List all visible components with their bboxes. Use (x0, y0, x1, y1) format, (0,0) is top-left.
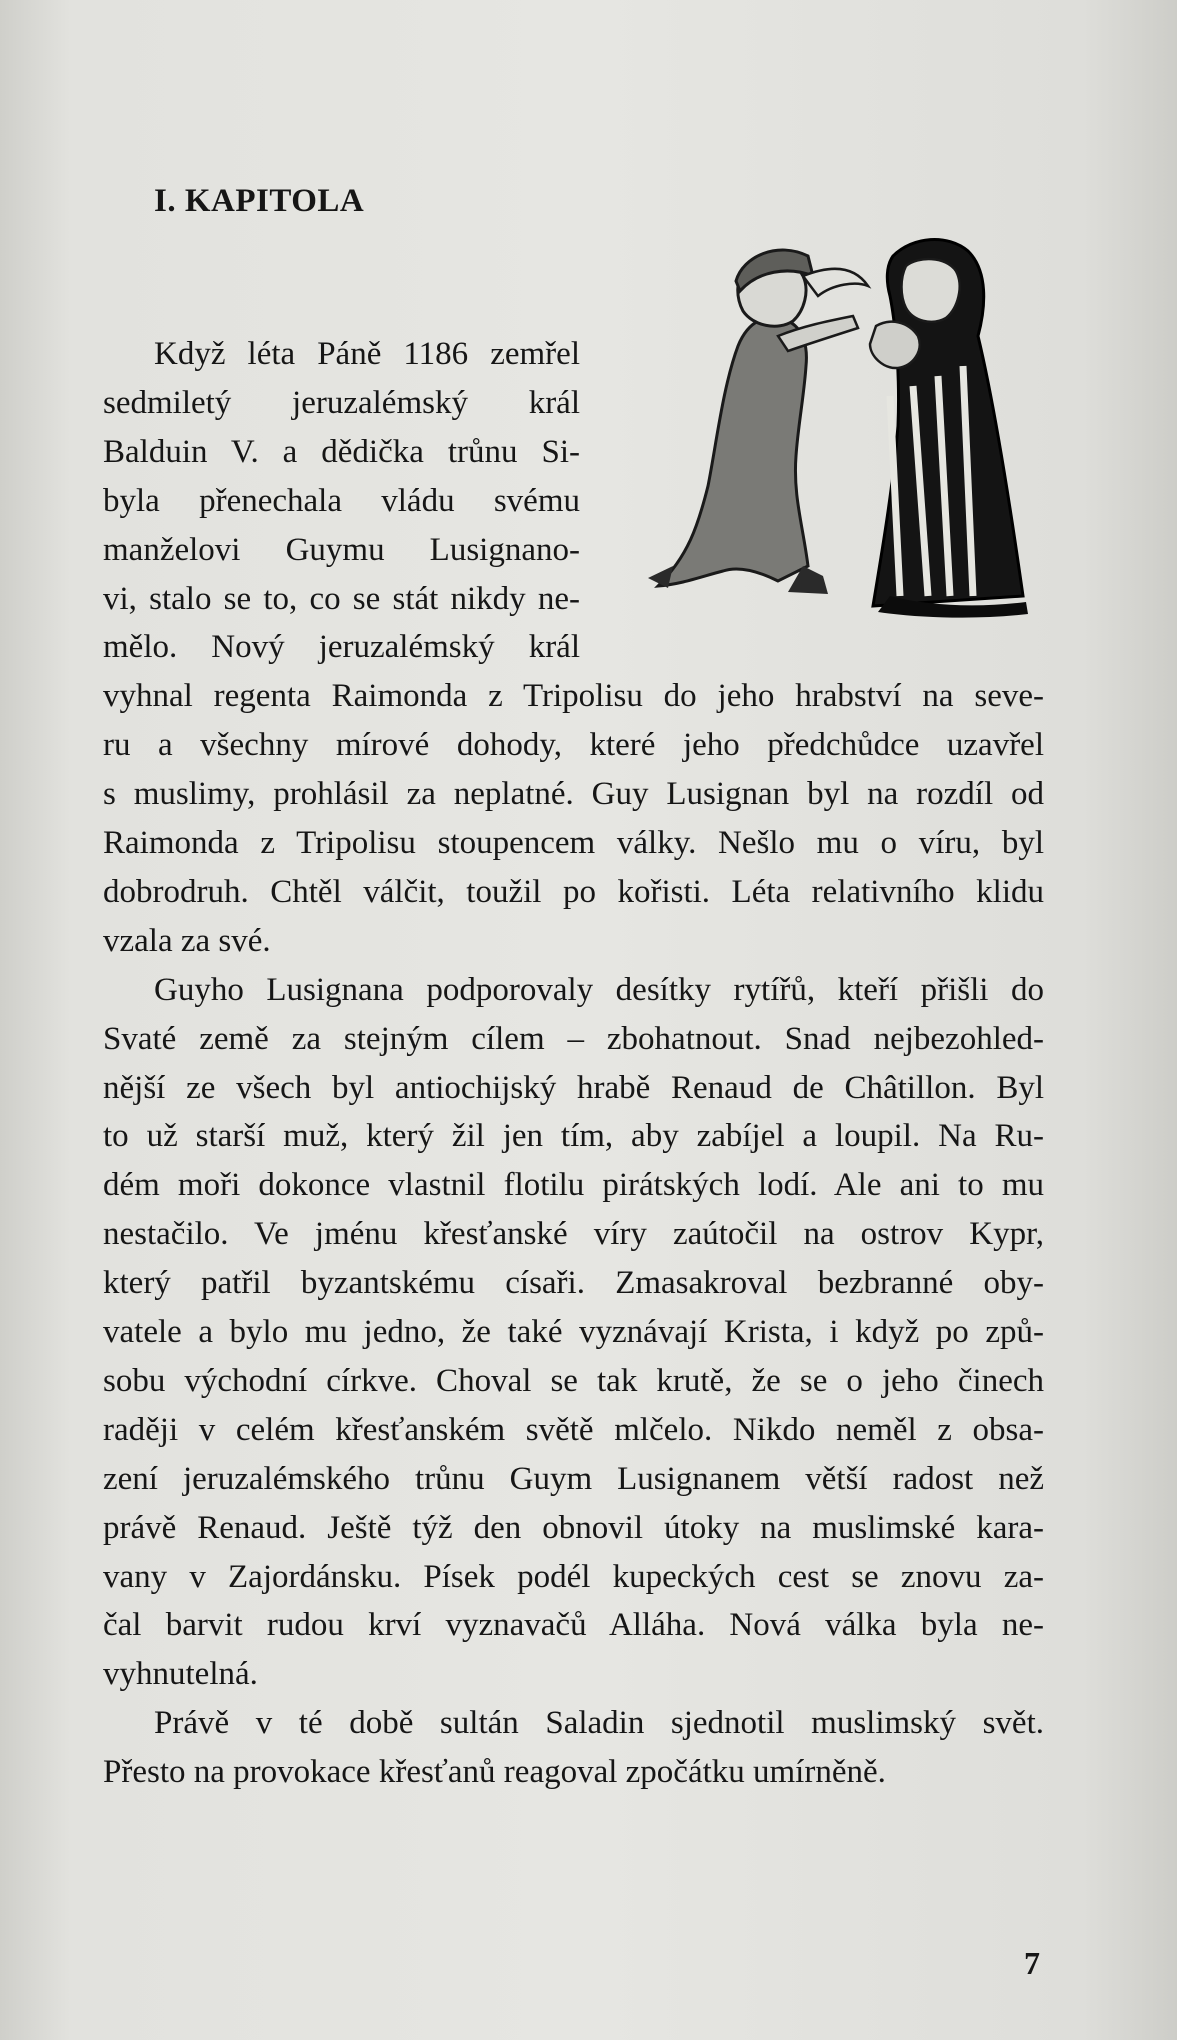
kneeling-figure (648, 250, 868, 594)
text-line: Svaté země za stejným cílem – zbohatnout. Snad nejbezohled- (103, 1022, 1044, 1057)
chapter-heading: I. KAPITOLA (154, 183, 365, 219)
text-line: manželovi Guymu Lusignano- (103, 533, 580, 568)
text-line: Guyho Lusignana podporovaly desítky rytířů, kteří přišli do (154, 973, 1044, 1008)
text-line: který patřil byzantskému císaři. Zmasakroval bezbranné oby- (103, 1267, 1044, 1302)
text-line: vatele a bylo mu jedno, že také vyznávají Krista, i když po způ- (103, 1316, 1044, 1350)
text-line: nější ze všech byl antiochijský hrabě Renaud de Châtillon. Byl (103, 1071, 1044, 1106)
text-line: to už starší muž, který žil jen tím, aby zabíjel a loupil. Na Ru- (103, 1120, 1044, 1155)
text-line: Když léta Páně 1186 zemřel (154, 338, 580, 372)
text-line: mělo. Nový jeruzalémský král (103, 631, 580, 666)
text-line: nestačilo. Ve jménu křesťanské víry zaútočil na ostrov Kypr, (103, 1218, 1044, 1253)
text-line: čal barvit rudou krví vyznavačů Alláha. Nová válka byla ne- (103, 1609, 1044, 1644)
text-line: Balduin V. a dědička trůnu Si- (103, 435, 580, 470)
medieval-miniature-two-figures-icon (628, 226, 1036, 620)
text-line: raději v celém křesťanském světě mlčelo. Nikdo neměl z obsa- (103, 1413, 1044, 1448)
text-line: dém moři dokonce vlastnil flotilu pirátských lodí. Ale ani to mu (103, 1169, 1044, 1204)
text-line: dobrodruh. Chtěl válčit, toužil po kořisti. Léta relativního klidu (103, 875, 1044, 910)
text-line: právě Renaud. Ještě týž den obnovil útoky na muslimské kara- (103, 1511, 1044, 1546)
standing-figure (870, 240, 1028, 618)
text-line: vzala za své. (103, 922, 271, 959)
text-line: vyhnutelná. (103, 1656, 258, 1693)
text-line: Právě v té době sultán Saladin sjednotil muslimský svět. (154, 1707, 1044, 1742)
text-line: sobu východní církve. Choval se tak krutě, že se o jeho činech (103, 1364, 1044, 1399)
text-line: s muslimy, prohlásil za neplatné. Guy Lusignan byl na rozdíl od (103, 778, 1044, 813)
text-line: Přesto na provokace křesťanů reagoval zpočátku umírněně. (103, 1754, 886, 1791)
text-line: vi, stalo se to, co se stát nikdy ne- (103, 582, 580, 617)
text-line: vany v Zajordánsku. Písek podél kupeckých cest se znovu za- (103, 1560, 1044, 1595)
text-line: sedmiletý jeruzalémský král (103, 386, 580, 421)
page-number: 7 (1024, 1945, 1040, 1981)
text-line: byla přenechala vládu svému (103, 484, 580, 519)
text-line: ru a všechny mírové dohody, které jeho předchůdce uzavřel (103, 729, 1044, 764)
text-line: zení jeruzalémského trůnu Guym Lusignanem větší radost než (103, 1462, 1044, 1497)
text-line: Raimonda z Tripolisu stoupencem války. Nešlo mu o víru, byl (103, 827, 1044, 861)
text-line: vyhnal regenta Raimonda z Tripolisu do jeho hrabství na seve- (103, 680, 1044, 715)
